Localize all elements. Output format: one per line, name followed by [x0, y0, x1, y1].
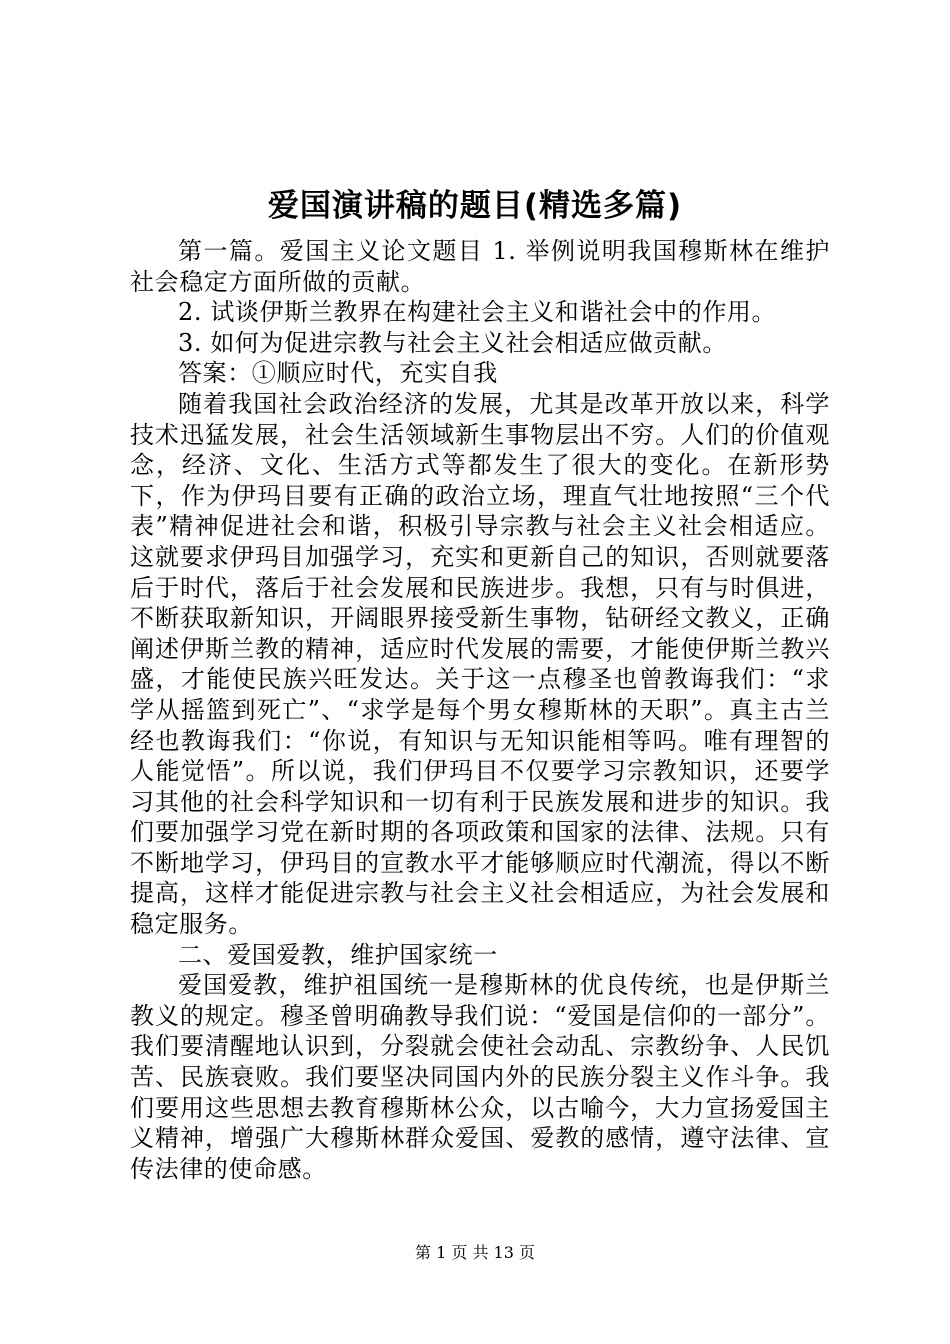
paragraph-body-2: 爱国爱教，维护祖国统一是穆斯林的优良传统，也是伊斯兰教义的规定。穆圣曾明确教导我们说：“爱国是信仰的一部分”。我们要清醒地认识到，分裂就会使社会动乱、宗教纷争、人民饥苦、民族衰败。我们要坚决同国内外的民族分裂主义作斗争。我们要用这些思想去教育穆斯林公众，以古喻今，大力宣扬爱国主义精神，增强广大穆斯林群众爱国、爱教的感情，遵守法律、宣传法律的使命感。	[130, 971, 830, 1183]
paragraph-question-3: 3. 如何为促进宗教与社会主义社会相适应做贡献。	[178, 328, 727, 357]
page-footer: 第 1 页 共 13 页	[415, 1243, 535, 1262]
paragraph-body-1: 随着我国社会政治经济的发展，尤其是改革开放以来，科学技术迅猛发展，社会生活领域新生事物层出不穷。人们的价值观念，经济、文化、生活方式等都发生了很大的变化。在新形势下，作为伊玛目要有正确的政治立场，理直气壮地按照“三个代表”精神促进社会和谐，积极引导宗教与社会主义社会相适应。这就要求伊玛目加强学习，充实和更新自己的知识，否则就要落后于时代，落后于社会发展和民族进步。我想，只有与时俱进，不断获取新知识，开阔眼界接受新生事物，钻研经文教义，正确阐述伊斯兰教的精神，适应时代发展的需要，才能使伊斯兰教兴盛，才能使民族兴旺发达。关于这一点穆圣也曾教诲我们：“求学从摇篮到死亡”、“求学是每个男女穆斯林的天职”。真主古兰经也教诲我们：“你说，有知识与无知识能相等吗。唯有理智的人能觉悟”。所以说，我们伊玛目不仅要学习宗教知识，还要学习其他的社会科学知识和一切有利于民族发展和进步的知识。我们要加强学习党在新时期的各项政策和国家的法律、法规。只有不断地学习，伊玛目的宣教水平才能够顺应时代潮流，得以不断提高，这样才能促进宗教与社会主义社会相适应，为社会发展和稳定服务。	[130, 389, 830, 939]
paragraph-question-2: 2. 试谈伊斯兰教界在构建社会主义和谐社会中的作用。	[178, 298, 777, 327]
paragraph-intro: 第一篇。爱国主义论文题目 1. 举例说明我国穆斯林在维护社会稳定方面所做的贡献。	[130, 237, 830, 296]
section-heading-2: 二、爱国爱教，维护国家统一	[178, 940, 498, 969]
document-body	[130, 236, 830, 1184]
paragraph-answer-heading: 答案：①顺应时代，充实自我	[178, 359, 498, 388]
document-title: 爱国演讲稿的题目(精选多篇)	[267, 188, 683, 224]
